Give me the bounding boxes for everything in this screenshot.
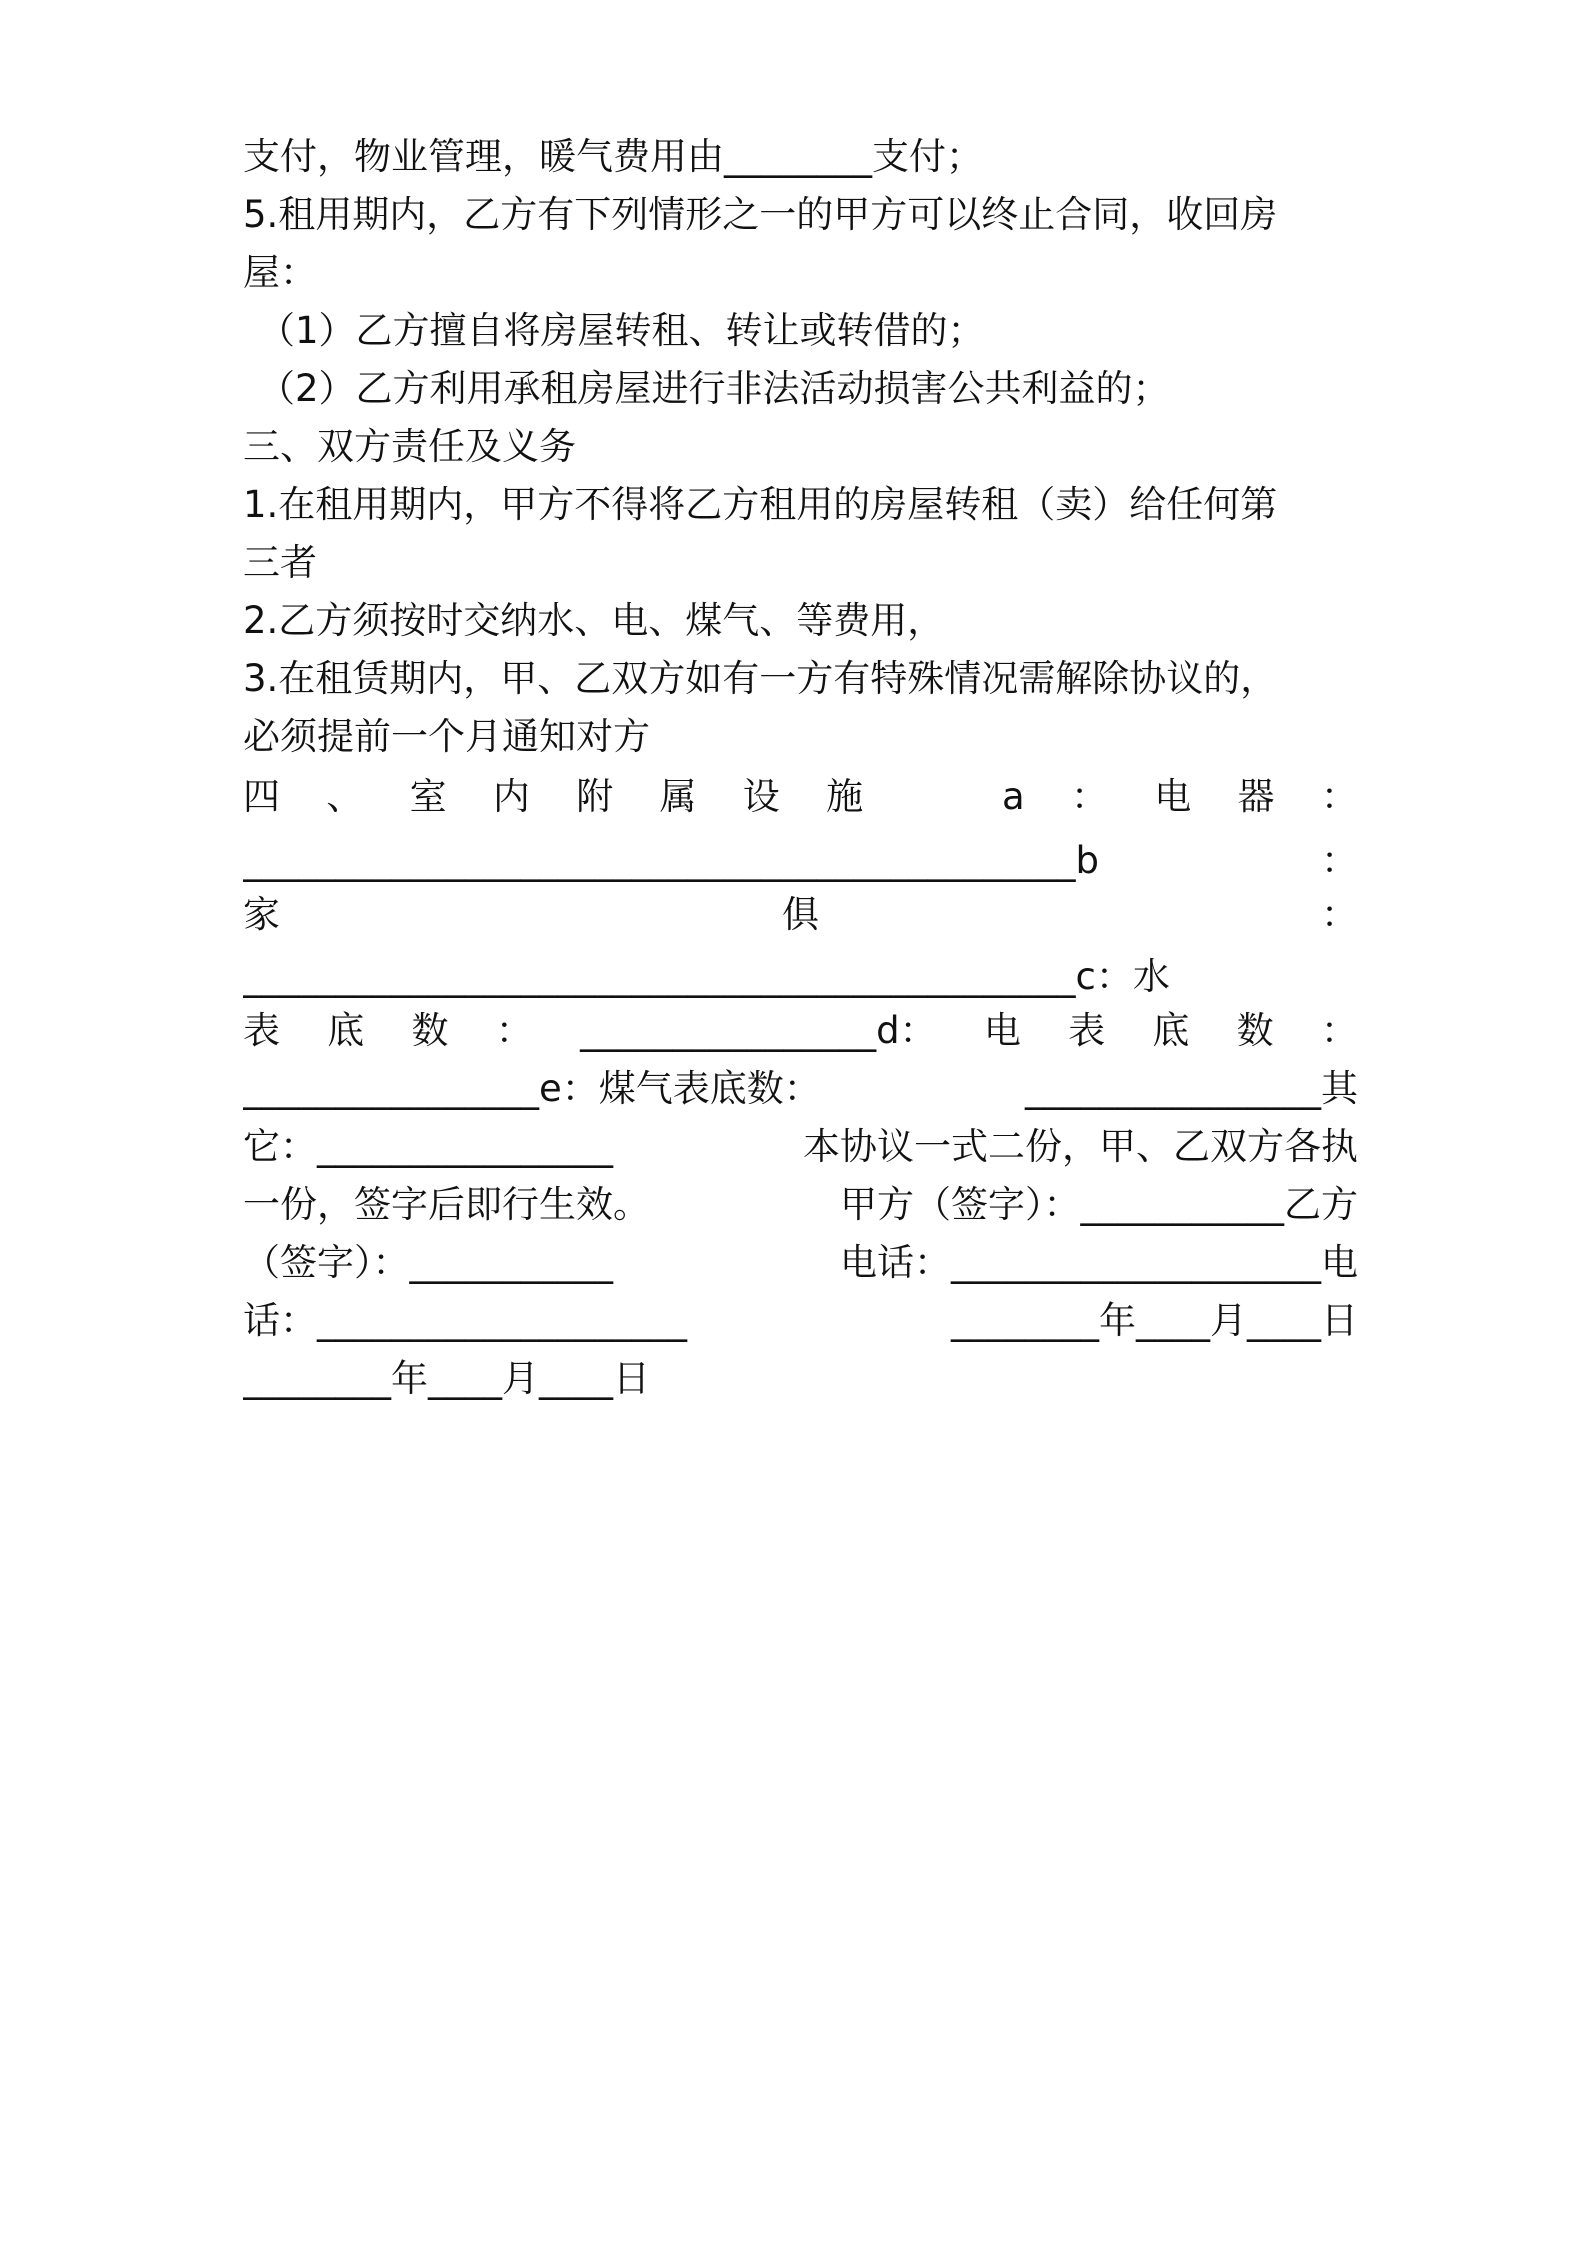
facilities-char: 内 bbox=[492, 775, 530, 818]
phone-b: 话：____________________ bbox=[243, 1299, 687, 1342]
meter-char: 数 bbox=[1236, 1009, 1274, 1052]
copies-text: 本协议一式二份，甲、乙双方各执 bbox=[803, 1125, 1358, 1168]
colon: ： bbox=[1321, 839, 1358, 882]
meter-char: 底 bbox=[1152, 1009, 1190, 1052]
furniture-char: 俱 bbox=[782, 893, 819, 936]
facilities-char: a bbox=[1001, 775, 1025, 818]
date-b: ________年____月____日 bbox=[243, 1357, 650, 1400]
signature-line-b bbox=[243, 1238, 1358, 1288]
text-line-duty-3: 3.在租赁期内，甲、乙双方如有一方有特殊情况需解除协议的， bbox=[243, 657, 1278, 700]
appliances-blank-line bbox=[243, 836, 1358, 886]
other-line bbox=[243, 1122, 1358, 1172]
water-meter-blank: ________________d： bbox=[580, 1009, 937, 1052]
facilities-char: 附 bbox=[576, 775, 614, 818]
meter-char: 表 bbox=[1068, 1009, 1106, 1052]
party-a-signature: 甲方（签字）：___________乙方 bbox=[840, 1183, 1358, 1226]
effective-text: 一份，签字后即行生效。 bbox=[243, 1183, 650, 1226]
other-blank: 它：________________ bbox=[243, 1125, 613, 1168]
facilities-heading-line bbox=[243, 772, 1358, 822]
text-line-duty-1-cont: 三者 bbox=[243, 541, 317, 584]
date-a: ________年____月____日 bbox=[951, 1299, 1358, 1342]
facilities-char: 电 bbox=[1154, 775, 1192, 818]
meter-char: 数 bbox=[411, 1009, 449, 1052]
phone-a: 电话：____________________电 bbox=[840, 1241, 1358, 1284]
text-line-item-2: （2）乙方利用承租房屋进行非法活动损害公共利益的； bbox=[258, 367, 1170, 410]
text-line-duty-1: 1.在租用期内，甲方不得将乙方租用的房屋转租（卖）给任何第 bbox=[243, 483, 1278, 526]
phone-date-line bbox=[243, 1296, 1358, 1346]
text-line-duty-2: 2.乙方须按时交纳水、电、煤气、等费用， bbox=[243, 599, 945, 642]
furniture-blank: _____________________________________________c：水 bbox=[243, 955, 1170, 998]
facilities-char: 、 bbox=[326, 775, 364, 818]
facilities-char: 属 bbox=[659, 775, 697, 818]
party-b-signature: （签字）：___________ bbox=[243, 1241, 613, 1284]
meter-char: ： bbox=[495, 1009, 533, 1052]
meter-char: ： bbox=[1320, 1009, 1358, 1052]
gas-meter-line bbox=[243, 1064, 1358, 1114]
text-line-item-1: （1）乙方擅自将房屋转租、转让或转借的； bbox=[258, 309, 985, 352]
furniture-label-line bbox=[243, 890, 1358, 940]
text-line-clause-5: 5.租用期内，乙方有下列情形之一的甲方可以终止合同，收回房 bbox=[243, 193, 1278, 236]
meter-char: 底 bbox=[327, 1009, 365, 1052]
furniture-blank-line bbox=[243, 952, 1358, 1002]
facilities-char: 室 bbox=[409, 775, 447, 818]
electric-meter-blank: ________________e：煤气表底数： bbox=[243, 1067, 821, 1110]
water-meter-line bbox=[243, 1006, 1358, 1056]
facilities-char: 四 bbox=[243, 775, 280, 818]
text-line-payment: 支付，物业管理，暖气费用由________支付； bbox=[243, 135, 983, 178]
facilities-char: ： bbox=[1320, 775, 1358, 818]
facilities-char: 器 bbox=[1237, 775, 1275, 818]
facilities-char: 设 bbox=[742, 775, 780, 818]
colon: ： bbox=[1321, 893, 1358, 936]
facilities-char: 施 bbox=[826, 775, 864, 818]
text-line-duty-3-cont: 必须提前一个月通知对方 bbox=[243, 715, 650, 758]
appliances-blank: _____________________________________________b bbox=[243, 839, 1099, 882]
section-heading-responsibilities: 三、双方责任及义务 bbox=[243, 425, 576, 468]
gas-meter-blank: ________________其 bbox=[1025, 1067, 1358, 1110]
signature-line-a bbox=[243, 1180, 1358, 1230]
text-line-clause-5-cont: 屋： bbox=[243, 251, 317, 294]
facilities-char: ： bbox=[1070, 775, 1108, 818]
meter-char: 电 bbox=[983, 1009, 1021, 1052]
furniture-char: 家 bbox=[243, 893, 280, 936]
meter-char: 表 bbox=[243, 1009, 280, 1052]
